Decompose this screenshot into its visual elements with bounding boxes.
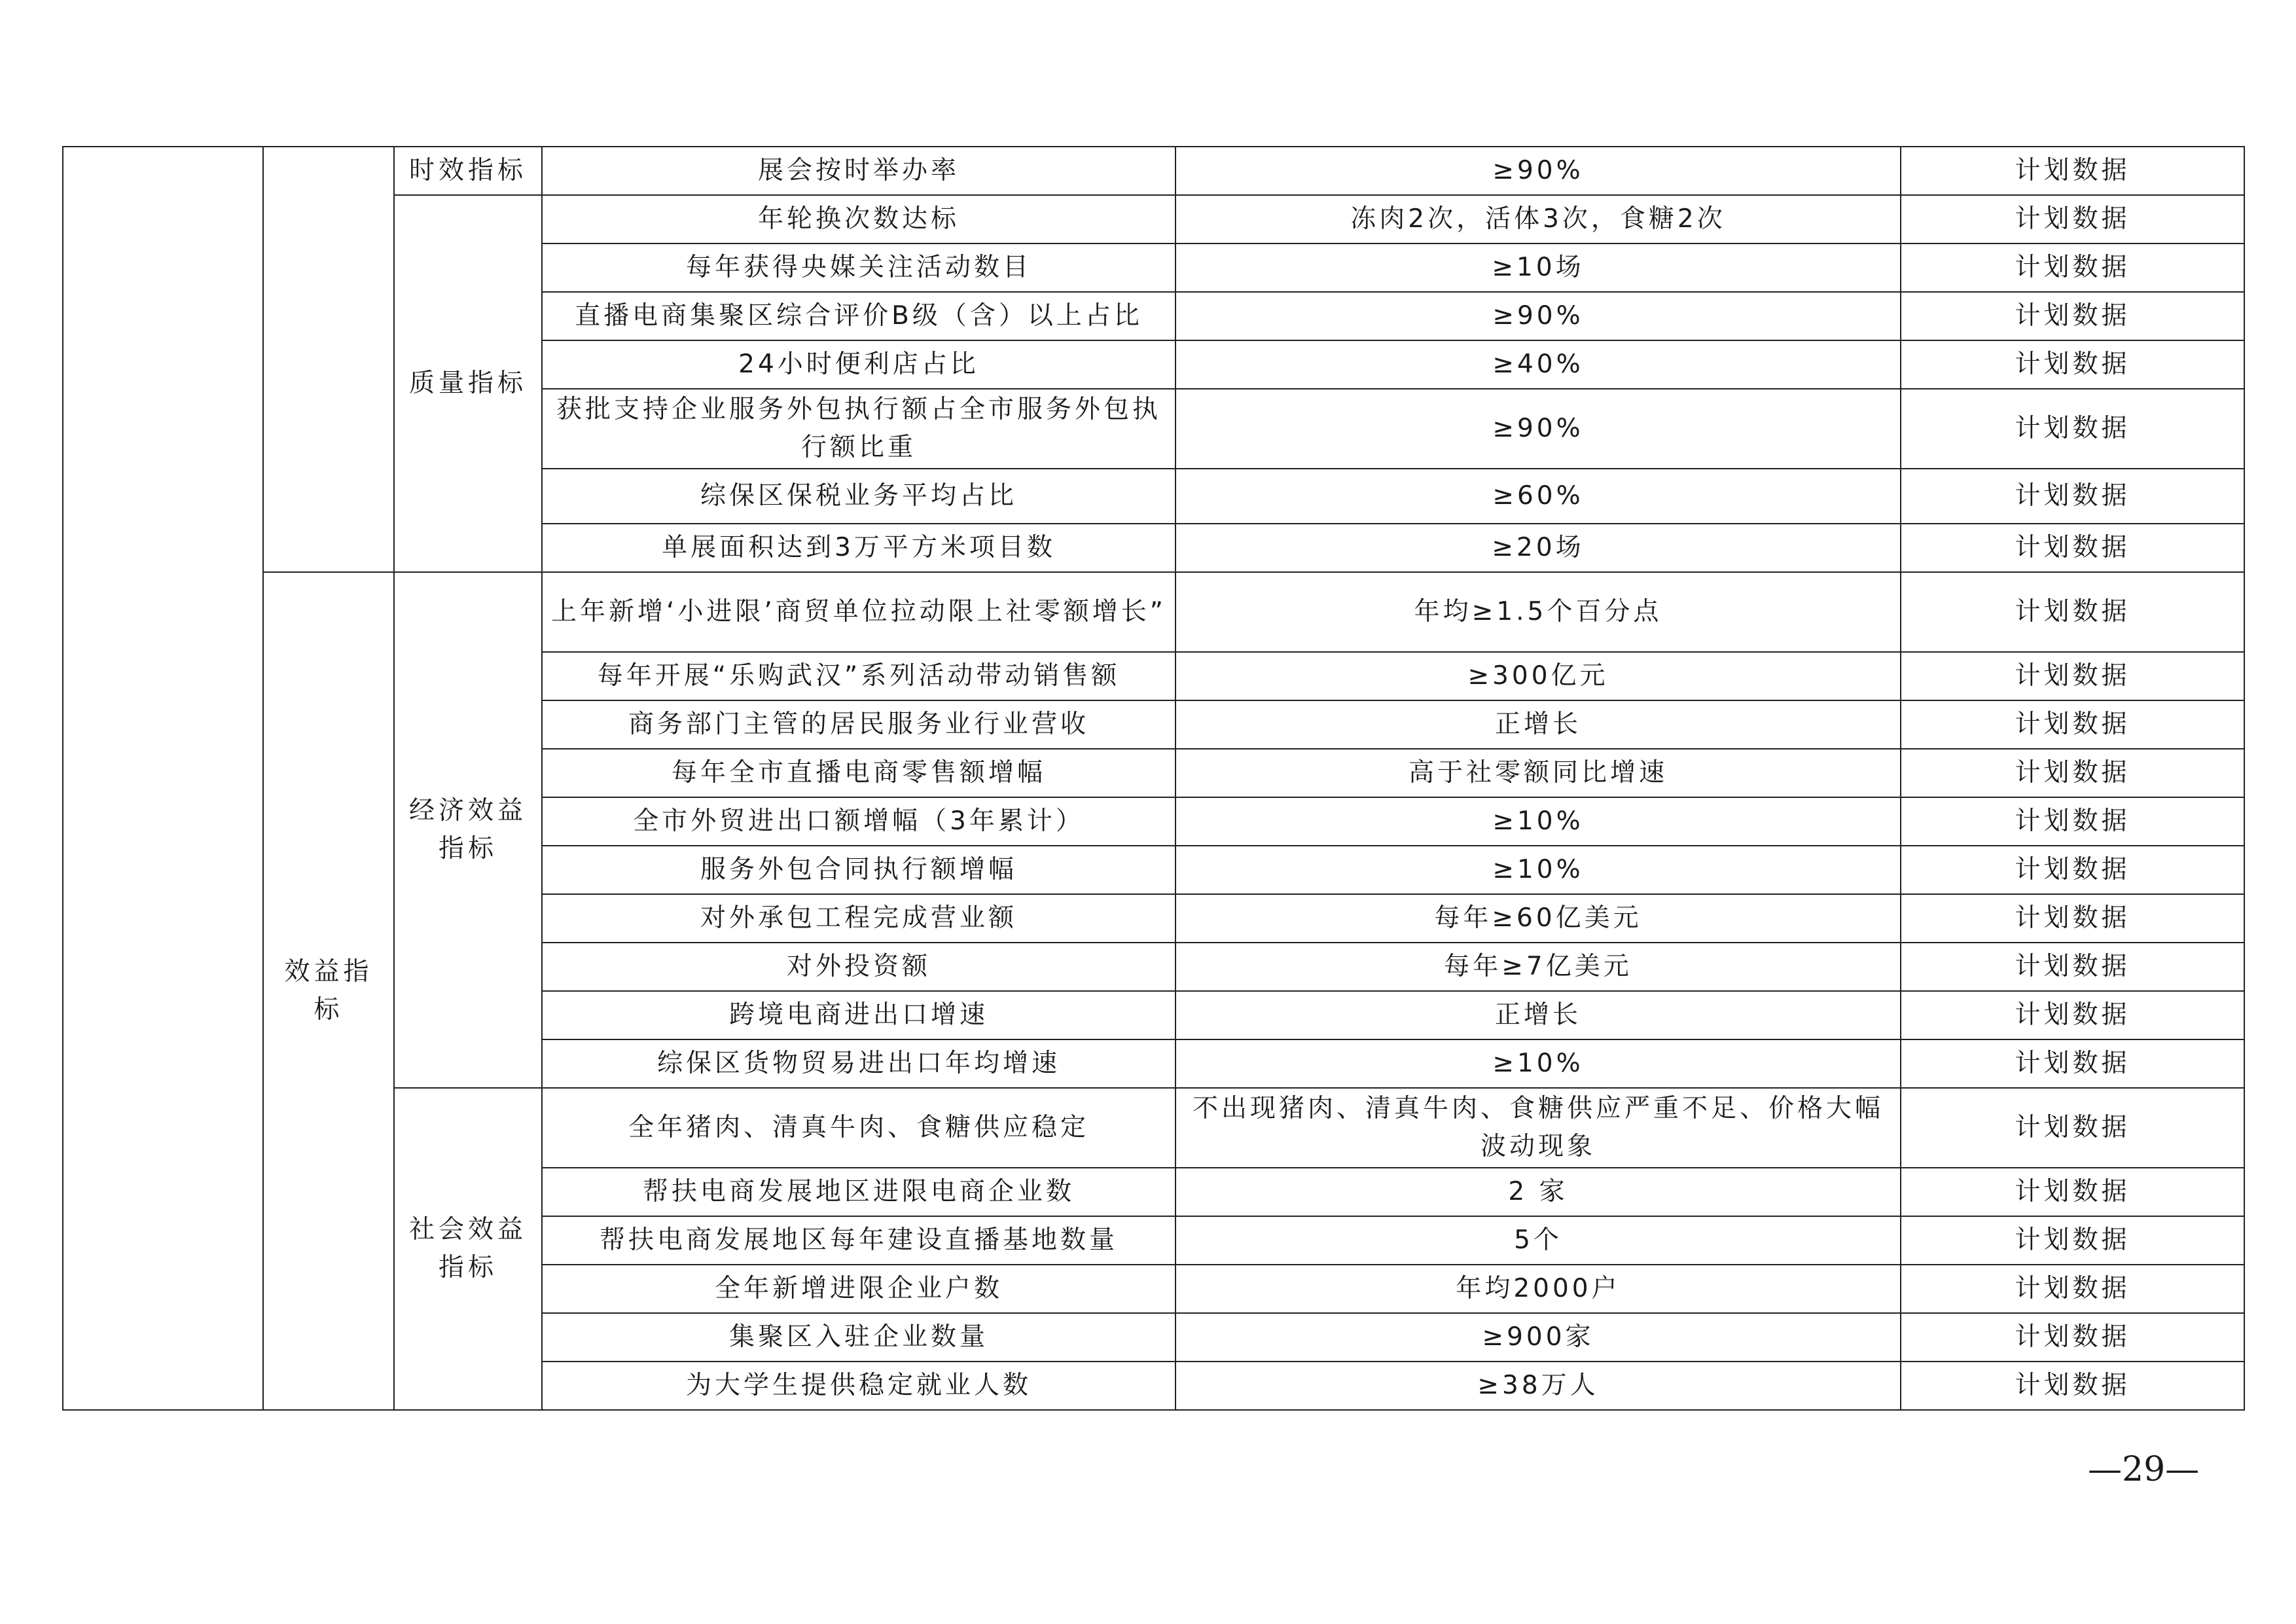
indicator-name: 综保区货物贸易进出口年均增速 [542,1039,1175,1088]
indicator-name: 获批支持企业服务外包执行额占全市服务外包执行额比重 [542,389,1175,469]
indicator-value: 高于社零额同比增速 [1175,749,1901,797]
level2-category-cell [263,147,394,572]
data-source: 计划数据 [1901,991,2244,1039]
data-source: 计划数据 [1901,1168,2244,1216]
data-source: 计划数据 [1901,1039,2244,1088]
data-source: 计划数据 [1901,244,2244,292]
indicator-value: 冻肉2次，活体3次，食糖2次 [1175,195,1901,244]
table-row [63,572,2244,652]
indicator-value: 每年≥7亿美元 [1175,943,1901,991]
data-source: 计划数据 [1901,1088,2244,1168]
data-source: 计划数据 [1901,572,2244,652]
table-row [63,147,2244,195]
indicator-value: ≥10% [1175,846,1901,894]
indicator-name: 服务外包合同执行额增幅 [542,846,1175,894]
data-source: 计划数据 [1901,1313,2244,1362]
page-number: —29— [2088,1450,2200,1489]
indicator-name: 帮扶电商发展地区每年建设直播基地数量 [542,1216,1175,1265]
data-source: 计划数据 [1901,1216,2244,1265]
indicator-name: 每年开展“乐购武汉”系列活动带动销售额 [542,652,1175,700]
indicator-name: 每年获得央媒关注活动数目 [542,244,1175,292]
indicator-value: 正增长 [1175,700,1901,749]
data-source: 计划数据 [1901,1265,2244,1313]
indicator-value: ≥10场 [1175,244,1901,292]
indicator-name: 对外承包工程完成营业额 [542,894,1175,943]
indicator-value: ≥90% [1175,292,1901,340]
indicator-name: 全年猪肉、清真牛肉、食糖供应稳定 [542,1088,1175,1168]
quality-indicator-label: 质量指标 [394,195,542,572]
indicator-value: ≥38万人 [1175,1362,1901,1410]
indicator-value: 5个 [1175,1216,1901,1265]
indicator-name: 上年新增‘小进限’商贸单位拉动限上社零额增长” [542,572,1175,652]
data-source: 计划数据 [1901,700,2244,749]
data-source: 计划数据 [1901,652,2244,700]
indicator-name: 直播电商集聚区综合评价B级（含）以上占比 [542,292,1175,340]
indicator-value: ≥20场 [1175,524,1901,572]
data-source: 计划数据 [1901,749,2244,797]
indicator-name: 单展面积达到3万平方米项目数 [542,524,1175,572]
data-source: 计划数据 [1901,340,2244,389]
performance-indicator-table [62,146,2245,1411]
indicator-name: 年轮换次数达标 [542,195,1175,244]
data-source: 计划数据 [1901,147,2244,195]
data-source: 计划数据 [1901,894,2244,943]
timeliness-indicator-label: 时效指标 [394,147,542,195]
indicator-name: 跨境电商进出口增速 [542,991,1175,1039]
indicator-name: 全市外贸进出口额增幅（3年累计） [542,797,1175,846]
indicator-name: 24小时便利店占比 [542,340,1175,389]
indicator-name: 对外投资额 [542,943,1175,991]
data-source: 计划数据 [1901,195,2244,244]
benefit-indicator-label: 效益指标 [263,572,394,1410]
data-source: 计划数据 [1901,846,2244,894]
indicator-value: ≥10% [1175,1039,1901,1088]
data-source: 计划数据 [1901,943,2244,991]
data-source: 计划数据 [1901,1362,2244,1410]
indicator-value: ≥40% [1175,340,1901,389]
indicator-name: 综保区保税业务平均占比 [542,469,1175,524]
indicator-value: 正增长 [1175,991,1901,1039]
social-benefit-indicator-label: 社会效益指标 [394,1088,542,1410]
indicator-value: 每年≥60亿美元 [1175,894,1901,943]
indicator-value: ≥60% [1175,469,1901,524]
indicator-name: 帮扶电商发展地区进限电商企业数 [542,1168,1175,1216]
indicator-value: ≥90% [1175,147,1901,195]
level1-category-cell [63,147,263,1410]
indicator-value: ≥900家 [1175,1313,1901,1362]
indicator-name: 集聚区入驻企业数量 [542,1313,1175,1362]
economic-benefit-indicator-label: 经济效益指标 [394,572,542,1088]
data-source: 计划数据 [1901,292,2244,340]
indicator-value: 年均≥1.5个百分点 [1175,572,1901,652]
indicator-value: ≥90% [1175,389,1901,469]
indicator-name: 每年全市直播电商零售额增幅 [542,749,1175,797]
data-source: 计划数据 [1901,389,2244,469]
indicator-value: 年均2000户 [1175,1265,1901,1313]
indicator-name: 全年新增进限企业户数 [542,1265,1175,1313]
indicator-name: 展会按时举办率 [542,147,1175,195]
data-source: 计划数据 [1901,797,2244,846]
data-source: 计划数据 [1901,524,2244,572]
indicator-value: 不出现猪肉、清真牛肉、食糖供应严重不足、价格大幅波动现象 [1175,1088,1901,1168]
data-source: 计划数据 [1901,469,2244,524]
indicator-name: 商务部门主管的居民服务业行业营收 [542,700,1175,749]
indicator-value: ≥300亿元 [1175,652,1901,700]
indicator-value: ≥10% [1175,797,1901,846]
indicator-name: 为大学生提供稳定就业人数 [542,1362,1175,1410]
indicator-value: 2 家 [1175,1168,1901,1216]
